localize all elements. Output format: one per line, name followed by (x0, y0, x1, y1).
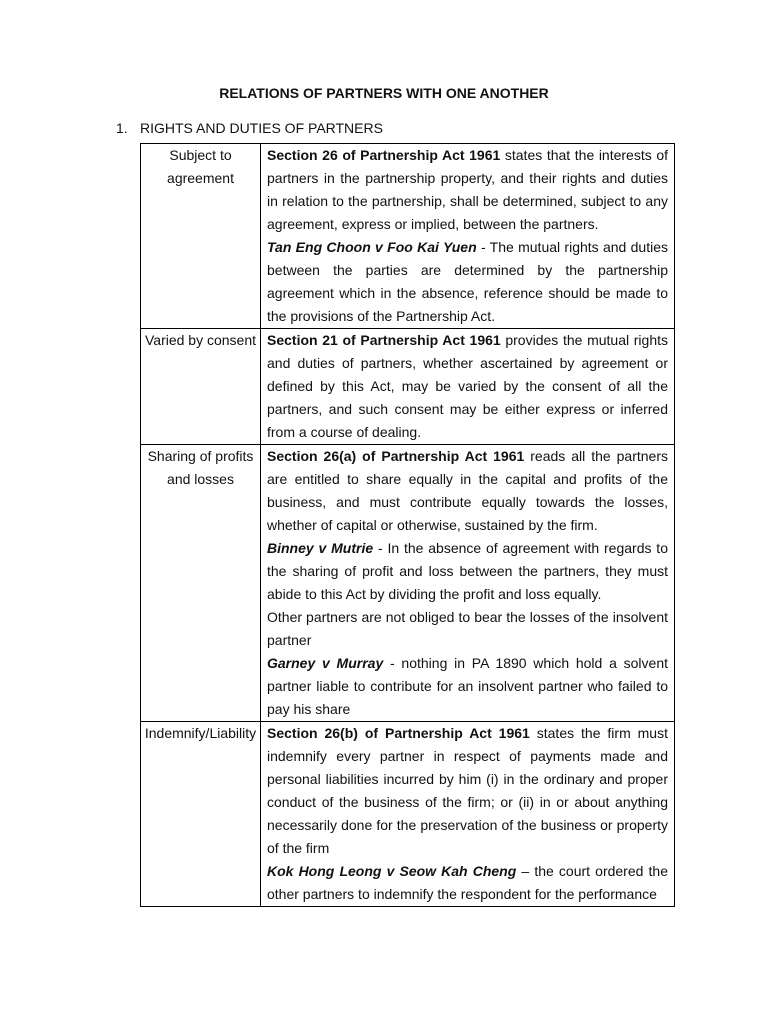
paragraph (267, 860, 668, 906)
paragraph (267, 722, 668, 860)
paragraph-text: states the firm must indemnify every partner in respect of payments made and personal liabilities incurred by him (i) in the ordinary and proper conduct of the business of the firm; or (ii) in or about anything necessarily done for the preservation of the business or property of the firm (267, 725, 668, 856)
content-cell (261, 445, 675, 722)
paragraph (267, 652, 668, 721)
case-name: Tan Eng Choon v Foo Kai Yuen (267, 239, 477, 255)
content-cell (261, 722, 675, 907)
paragraph (267, 606, 668, 652)
statute-reference: Section 26(b) of Partnership Act 1961 (267, 725, 530, 741)
section-heading (116, 120, 383, 136)
rights-duties-table (140, 143, 675, 907)
paragraph-text: - In the absence of agreement with regards to the sharing of profit and loss between the partners, they must abide to this Act by dividing the profit and loss equally. (267, 540, 668, 602)
paragraph-text: - The mutual rights and duties between the parties are determined by the partnership agreement which in the absence, reference should be made to the provisions of the Partnership Act. (267, 239, 668, 324)
table-row (141, 445, 675, 722)
paragraph-text: – the court ordered the other partners to indemnify the respondent for the performance (267, 863, 668, 902)
case-name: Kok Hong Leong v Seow Kah Cheng (267, 863, 517, 879)
statute-reference: Section 26(a) of Partnership Act 1961 (267, 448, 525, 464)
paragraph-text: provides the mutual rights and duties of partners, whether ascertained by agreement or defined by this Act, may be varied by the consent of all the partners, and such consent may be either express or inferred from a course of dealing. (267, 332, 668, 440)
document-title: RELATIONS OF PARTNERS WITH ONE ANOTHER (219, 85, 549, 101)
paragraph (267, 445, 668, 537)
statute-reference: Section 26 of Partnership Act 1961 (267, 147, 501, 163)
section-heading-text: RIGHTS AND DUTIES OF PARTNERS (140, 120, 383, 136)
subject-cell: Indemnify/Liability (141, 722, 261, 907)
statute-reference: Section 21 of Partnership Act 1961 (267, 332, 501, 348)
paragraph-text: reads all the partners are entitled to share equally in the capital and profits of the business, and must contribute equally towards the losses, whether of capital or otherwise, sustained by the firm. (267, 448, 668, 533)
section-number: 1. (116, 120, 128, 136)
table-row (141, 144, 675, 329)
paragraph-text: Other partners are not obliged to bear the losses of the insolvent partner (267, 609, 668, 648)
table-row (141, 722, 675, 907)
paragraph-text: - nothing in PA 1890 which hold a solvent partner liable to contribute for an insolvent partner who failed to pay his share (267, 655, 668, 717)
paragraph (267, 537, 668, 606)
paragraph (267, 236, 668, 328)
paragraph (267, 144, 668, 236)
subject-cell: Varied by consent (141, 329, 261, 445)
case-name: Binney v Mutrie (267, 540, 374, 556)
paragraph (267, 329, 668, 444)
subject-cell: Sharing of profits and losses (141, 445, 261, 722)
paragraph-text: states that the interests of partners in the partnership property, and their rights and duties in relation to the partnership, shall be determined, subject to any agreement, express or implied, between the partners. (267, 147, 668, 232)
content-cell (261, 144, 675, 329)
subject-cell: Subject to agreement (141, 144, 261, 329)
case-name: Garney v Murray (267, 655, 384, 671)
content-cell (261, 329, 675, 445)
table-row (141, 329, 675, 445)
